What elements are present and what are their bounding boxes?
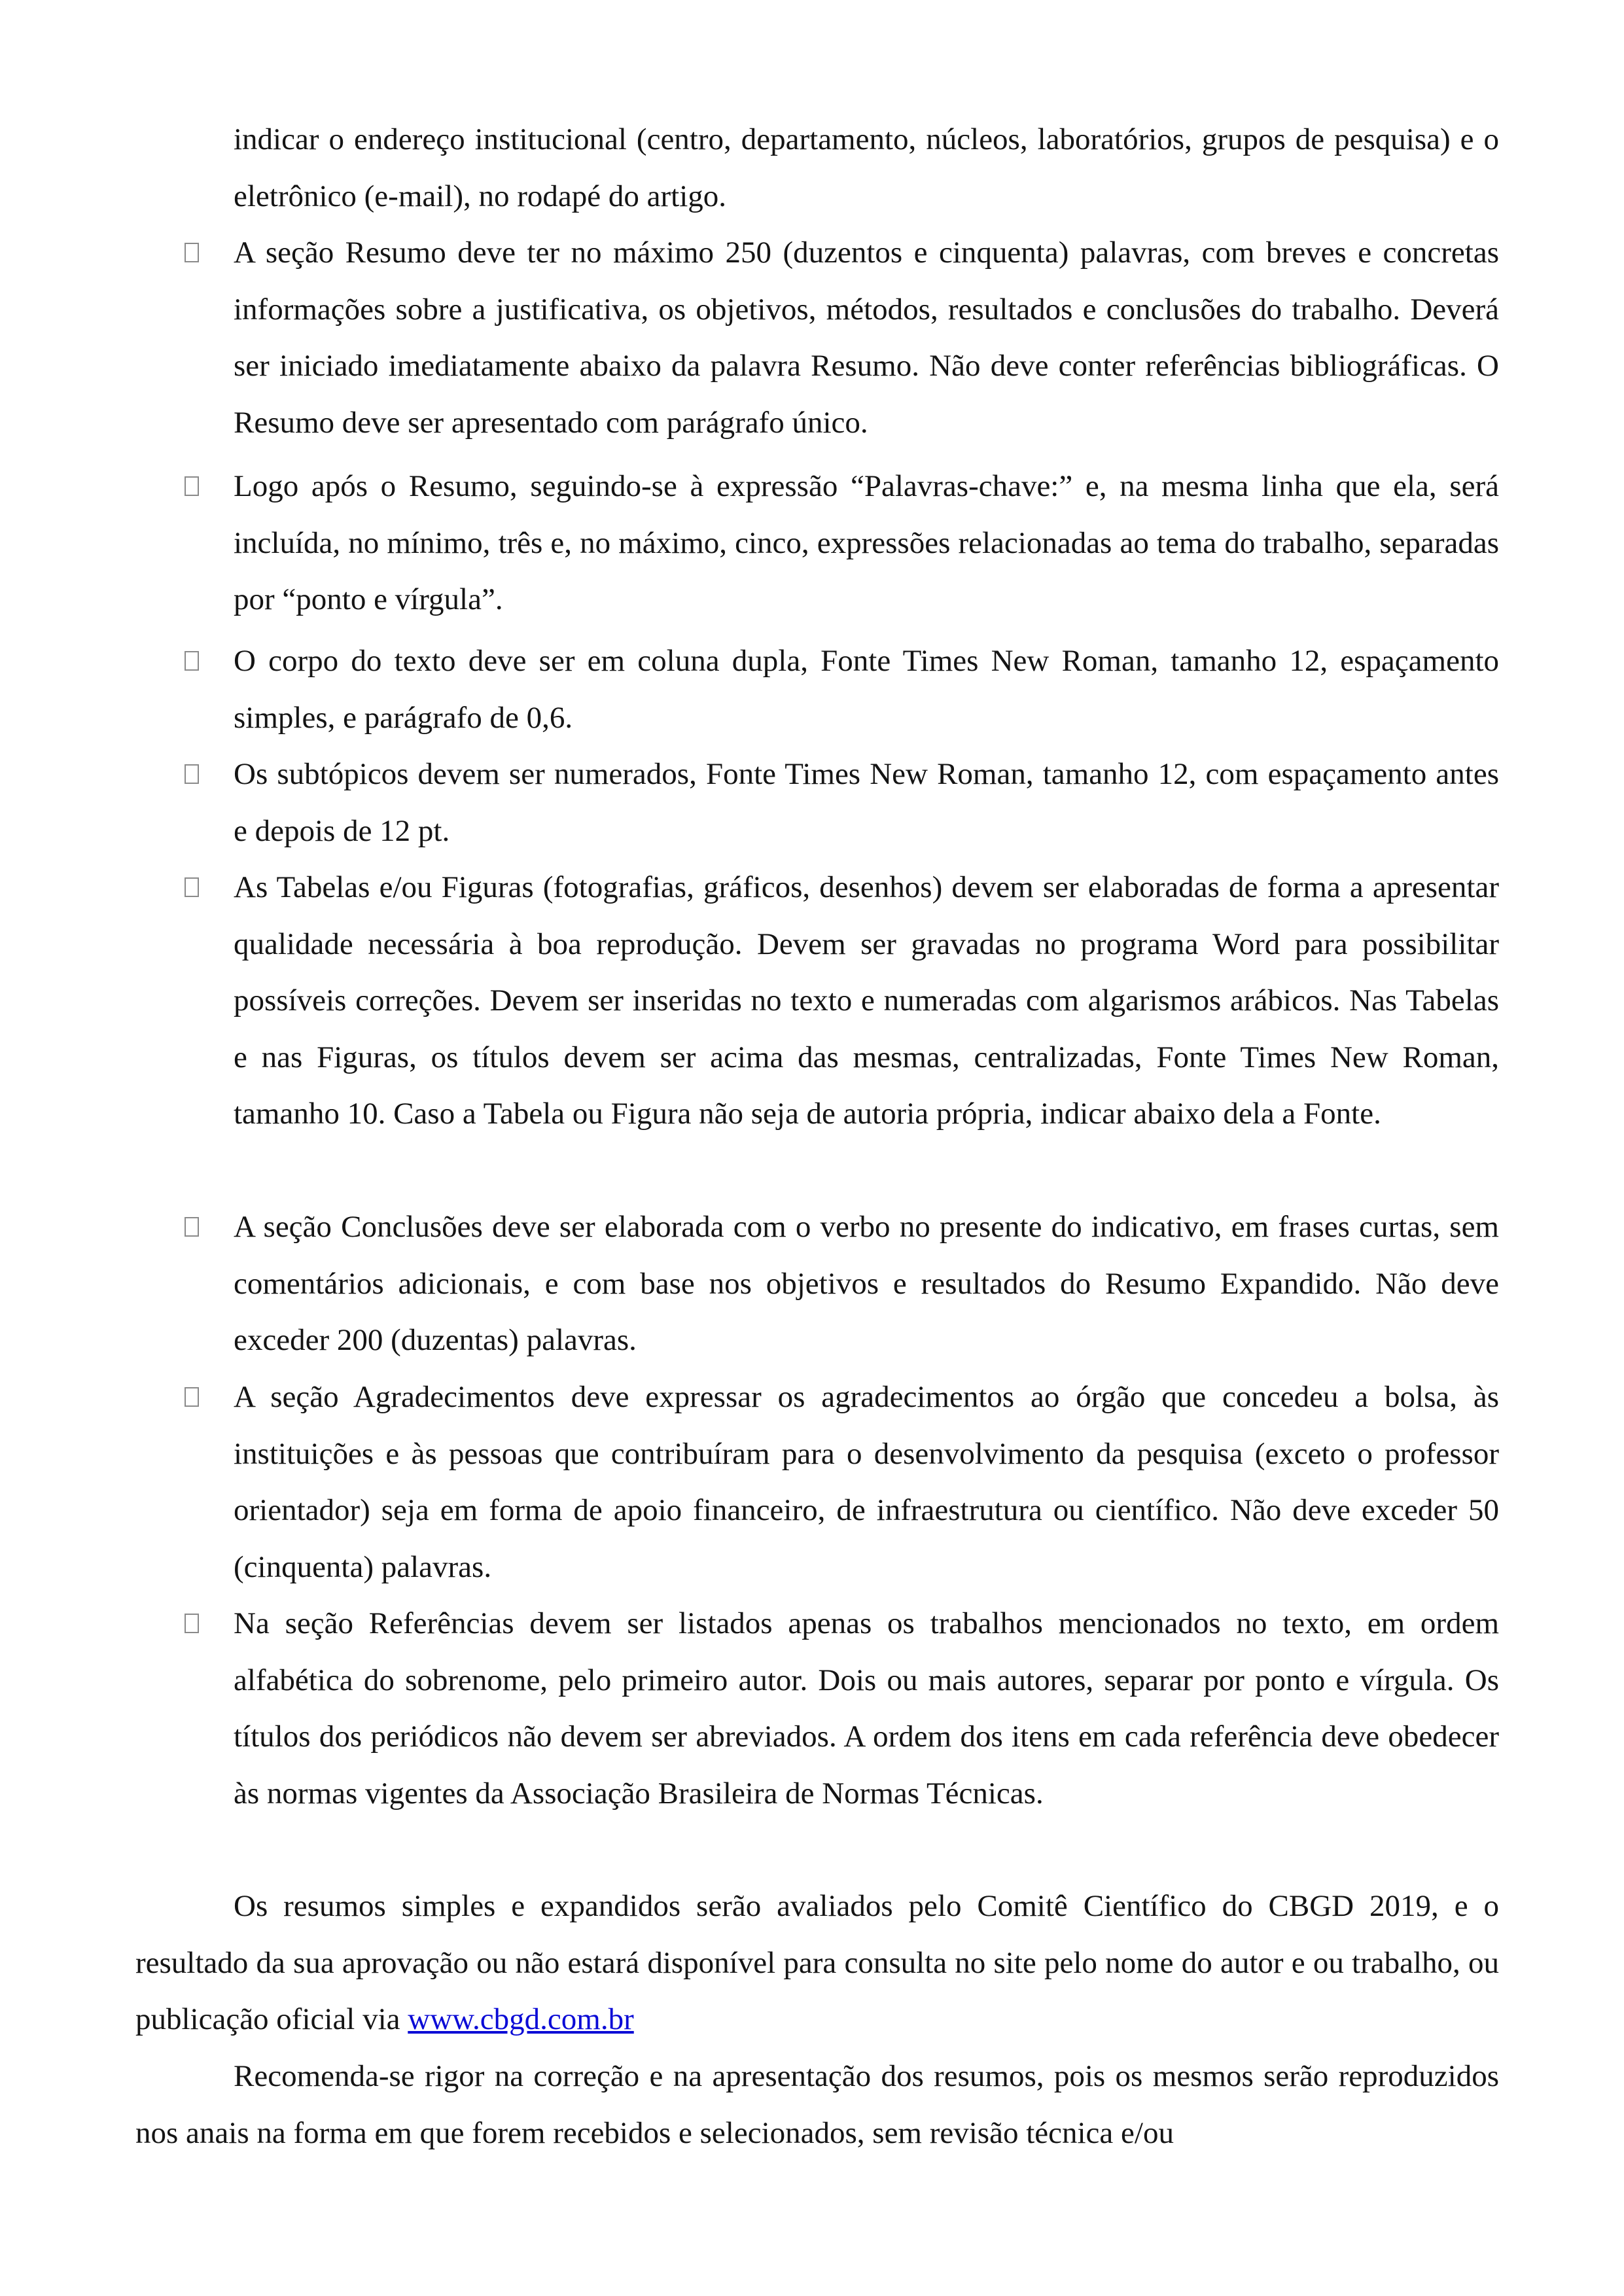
list-item-text: A seção Agradecimentos deve expressar os agradecimentos ao órgão que concedeu a bolsa, às instituições e às pessoas que contribuíram para o desenvolvimento da pesquisa (exceto o professor orientador) seja em forma de apoio financeiro, de infraestrutura ou científico. Não deve exceder 50 (cinquenta) palavras. [234, 1380, 1499, 1584]
list-item-text: As Tabelas e/ou Figuras (fotografias, gráficos, desenhos) devem ser elaboradas de forma a apresentar qualidade necessária à boa reprodução. Devem ser gravadas no programa Word para possibilitar possíveis correções. Devem ser inseridas no texto e numeradas com algarismos arábicos. Nas Tabelas e nas Figuras, os títulos devem ser acima das mesmas, centralizadas, Fonte Times New Roman, tamanho 10. Caso a Tabela ou Figura não seja de autoria própria, indicar abaixo dela a Fonte. [234, 870, 1499, 1131]
list-item-text: Os subtópicos devem ser numerados, Fonte Times New Roman, tamanho 12, com espaçamento antes e depois de 12 pt. [234, 757, 1499, 848]
list-item-text: A seção Resumo deve ter no máximo 250 (duzentos e cinquenta) palavras, com breves e concretas informações sobre a justificativa, os objetivos, métodos, resultados e conclusões do trabalho. Deverá ser iniciado imediatamente abaixo da palavra Resumo. Não deve conter referências bibliográficas. O Resumo deve ser apresentado com parágrafo único. [234, 236, 1499, 440]
bullet-icon [185, 476, 199, 496]
evaluation-paragraph [135, 1878, 1499, 2048]
bullet-icon [185, 877, 199, 897]
list-item-text: A seção Conclusões deve ser elaborada com o verbo no presente do indicativo, em frases curtas, sem comentários adicionais, e com base nos objetivos e resultados do Resumo Expandido. Não deve exceder 200 (duzentas) palavras. [234, 1210, 1499, 1357]
list-item-text: Na seção Referências devem ser listados apenas os trabalhos mencionados no texto, em ordem alfabética do sobrenome, pelo primeiro autor. Dois ou mais autores, separar por ponto e vírgula. Os títulos dos periódicos não devem ser abreviados. A ordem dos itens em cada referência deve obedecer às normas vigentes da Associação Brasileira de Normas Técnicas. [234, 1606, 1499, 1810]
bullet-icon [185, 1387, 199, 1407]
bullet-icon [185, 764, 199, 784]
bullet-icon [185, 651, 199, 671]
evaluation-paragraph-text: Os resumos simples e expandidos serão avaliados pelo Comitê Científico do CBGD 2019, e o resultado da sua aprovação ou não estará disponível para consulta no site pelo nome do autor e ou trabalho, ou publicação oficial via [135, 1889, 1499, 2036]
continuation-text: indicar o endereço institucional (centro, departamento, núcleos, laboratórios, grupos de pesquisa) e o eletrônico (e-mail), no rodapé do artigo. [234, 122, 1499, 213]
bullet-icon [185, 1614, 199, 1633]
bullet-icon [185, 243, 199, 262]
cbgd-website-link[interactable]: www.cbgd.com.br [408, 2002, 634, 2036]
recommendation-paragraph: Recomenda-se rigor na correção e na apresentação dos resumos, pois os mesmos serão reproduzidos nos anais na forma em que forem recebidos e selecionados, sem revisão técnica e/ou [135, 2059, 1499, 2150]
bullet-icon [185, 1217, 199, 1237]
list-item-text: Logo após o Resumo, seguindo-se à expressão “Palavras-chave:” e, na mesma linha que ela, será incluída, no mínimo, três e, no máximo, cinco, expressões relacionadas ao tema do trabalho, separadas por “ponto e vírgula”. [234, 469, 1499, 616]
list-item-text: O corpo do texto deve ser em coluna dupla, Fonte Times New Roman, tamanho 12, espaçamento simples, e parágrafo de 0,6. [234, 644, 1499, 735]
